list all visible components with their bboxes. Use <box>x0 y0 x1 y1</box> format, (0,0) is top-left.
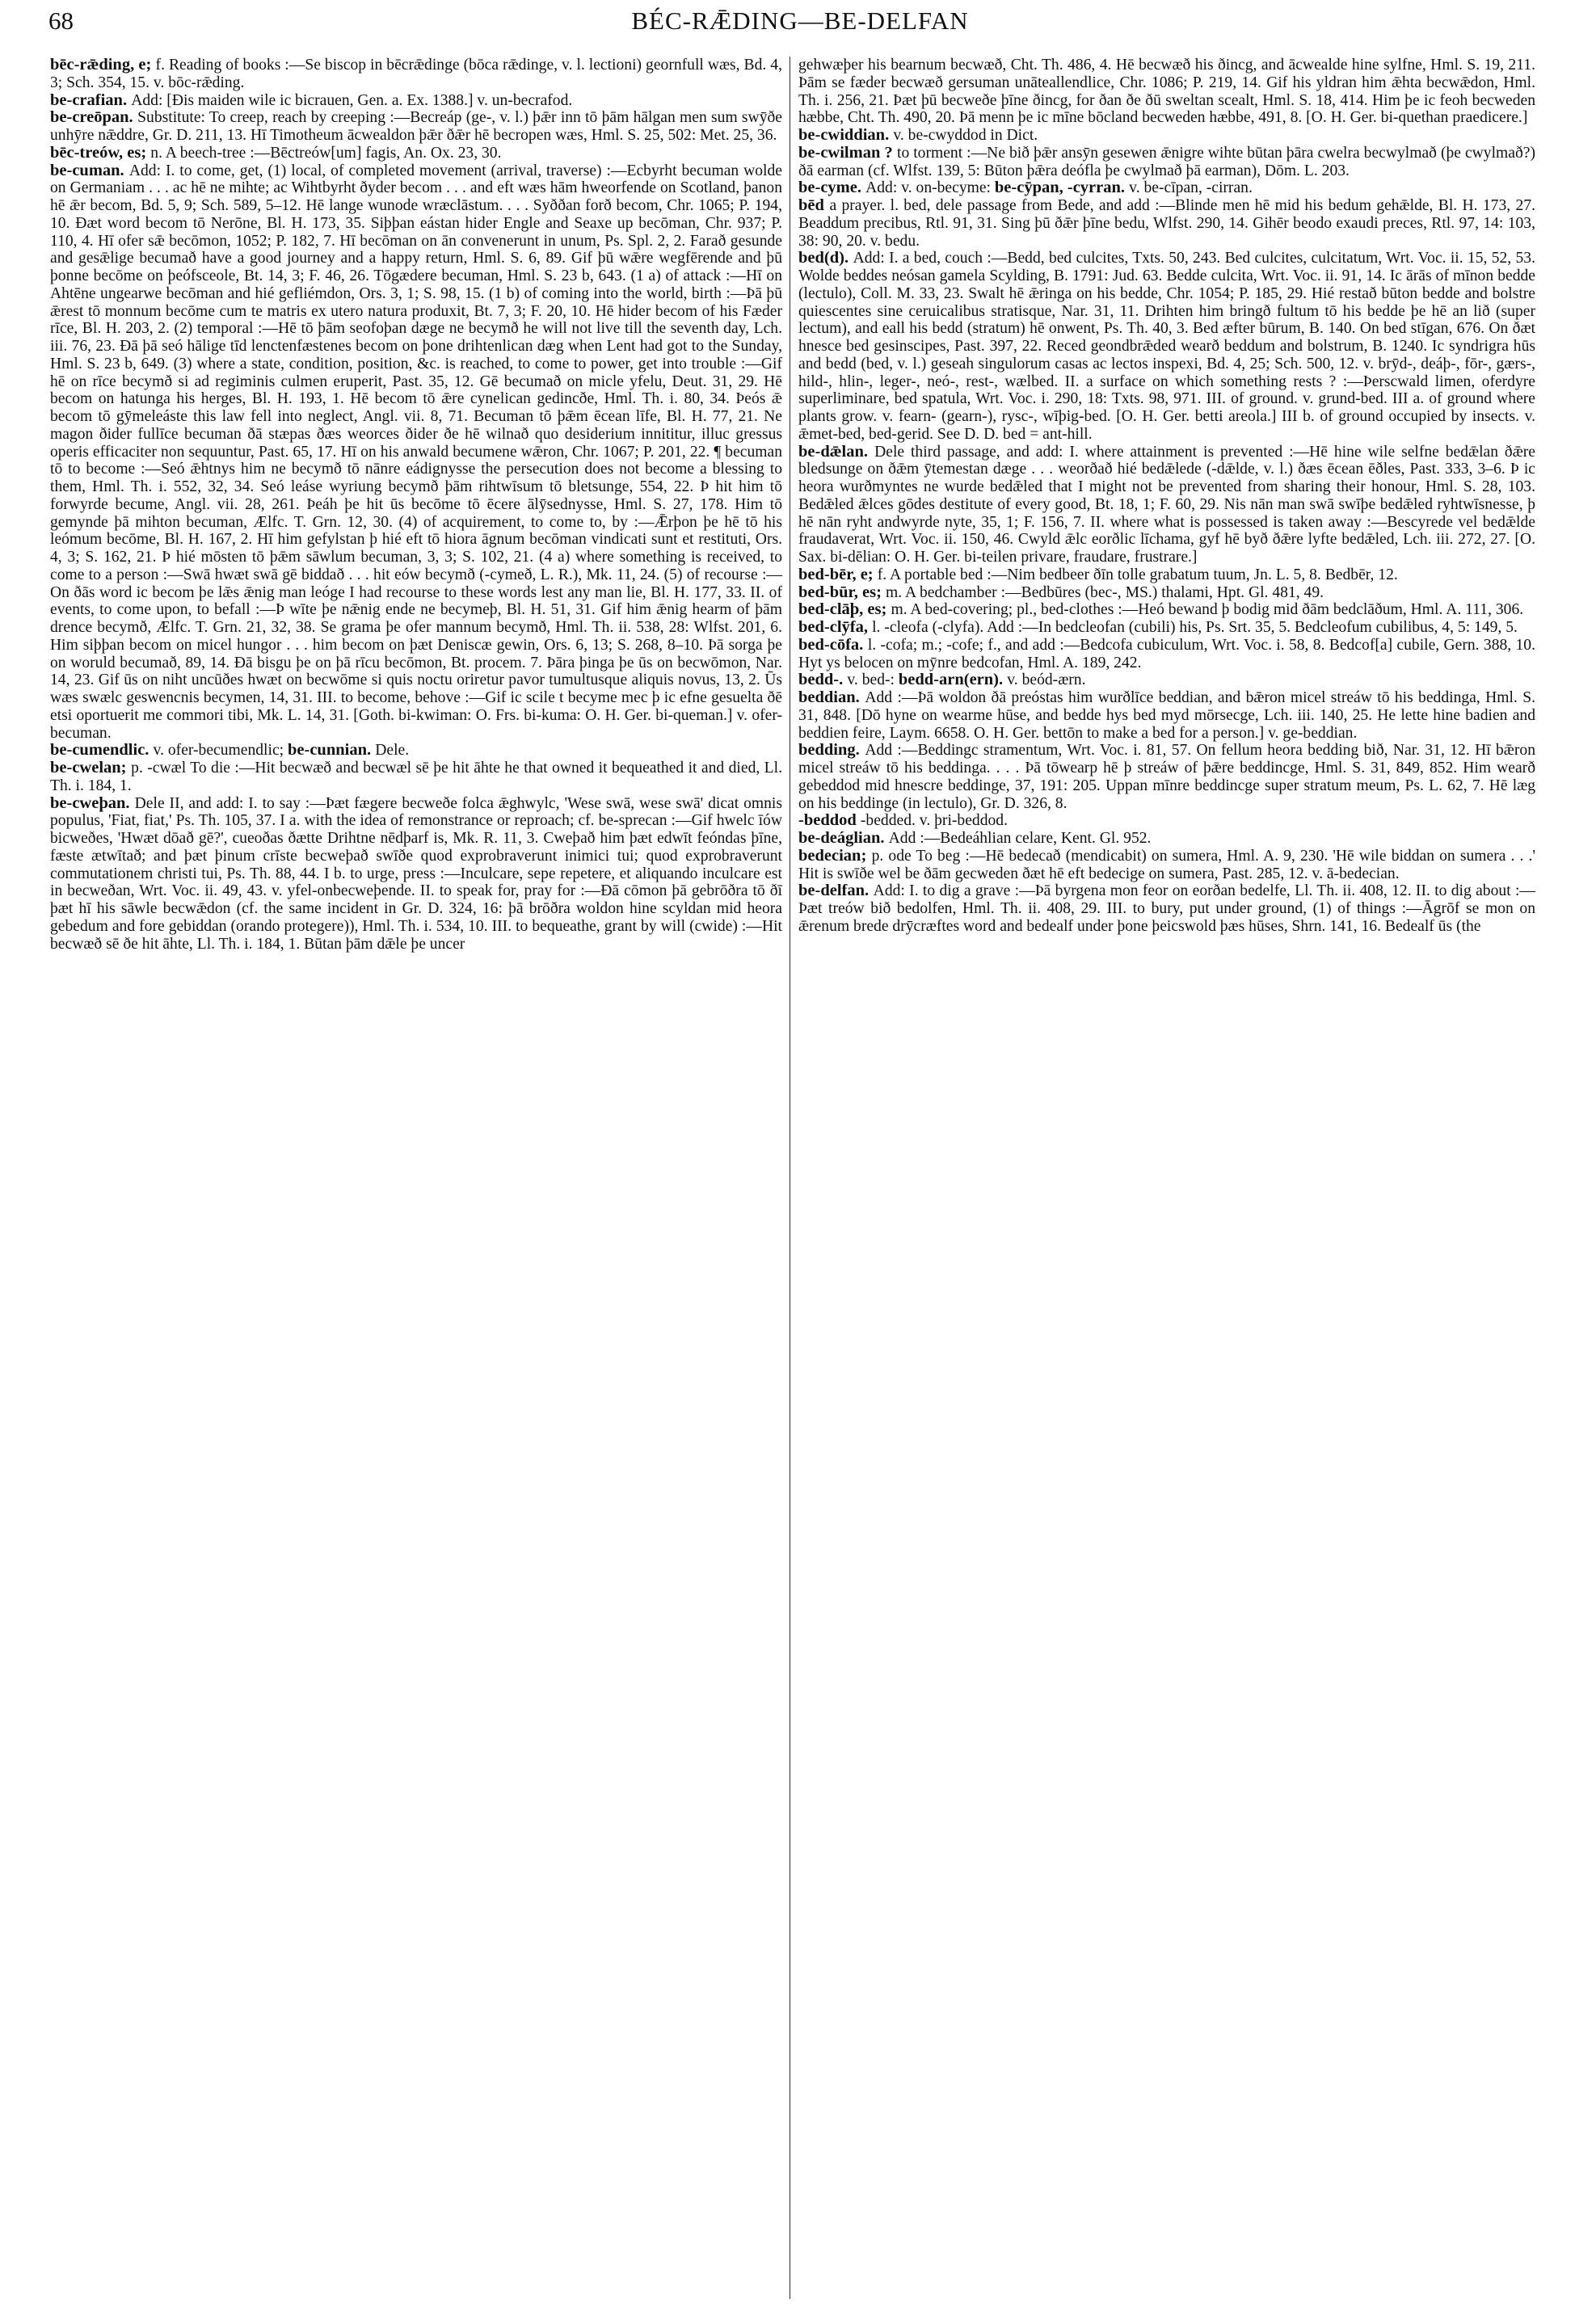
entry-text: Add: I. to dig a grave :—Þā byrgena mon feor on eorðan bedelfe, Ll. Th. ii. 408, 12. II. to dig about :—Þæt treów bið bedolfen, Hml. Th. ii. 408, 29. III. to bury, put under ground, (1) of things :—Āgrōf se mon on ǣrenum brede drȳcræftes word and bedealf under þone þeicswold þæs hūses, Shrn. 141, 16. Bedealf ūs (the <box>798 882 1535 935</box>
entry-text: Add: [Ðis maiden wile ic bicrauen, Gen. a. Ex. 1388.] v. un-becrafod. <box>131 91 573 109</box>
entry-text: p. -cwæl To die :—Hit becwæð and becwæl sē þe hit āhte he that owned it bequeathed it and died, Ll. Th. i. 184, 1. <box>50 760 782 794</box>
entry-text: n. A beech-tree :—Bēctreów[um] fagis, An. Ox. 23, 30. <box>150 144 502 162</box>
entry-text: f. Reading of books :—Se biscop in bēcrǣdinge (bōca rǣdinge, v. l. lectioni) geornfull wæs, Bd. 4, 3; Sch. 354, 15. v. bōc-rǣding. <box>50 57 782 91</box>
headword: bedd-arn(ern). <box>898 671 1008 689</box>
entry-text: v. be-cwyddod in Dict. <box>893 127 1038 144</box>
headword: be-crafian. <box>50 91 132 109</box>
entry-text: v. bed-: <box>847 671 899 689</box>
headword: bed-clāþ, es; <box>798 600 891 619</box>
dictionary-entry <box>50 795 782 953</box>
entry-text: Dele third passage, and add: I. where attainment is prevented :—Hē hine wile selfne bedǣlan ðǣre bledsunge on ðǣm ȳtemestan dæge . . . weorðað hié bedǣlede (-dǣlde, v. l.) ðæs ēcean ēðles, Past. 333, 3–6. Þ ic heora wurðmyntes ne wurde bedǣled that I might not be prevented from sharing their honour, Hml. S. 28, 103. Bedǣled ǣlces gōdes destitute of every good, Bt. 18, 1; F. 60, 29. Nis nān man swā swīþe bedǣled ryhtwīsnesse, þ hē nān ryht andwyrde nyte, 35, 1; F. 156, 7. II. where what is possessed is taken away :—Bescyrede vel bedǣlde fraudaverat, Wrt. Voc. ii. 150, 46. Cwyld ǣlc eorðlic līchama, gyf hē byð ðǣre lyfte bedǣled, Lch. iii. 272, 27. [O. Sax. bi-dēlian: O. H. Ger. bi-teilen privare, fraudare, frustrare.] <box>798 443 1535 566</box>
headword: bedecian; <box>798 846 872 865</box>
dictionary-entry <box>798 689 1535 742</box>
dictionary-entry <box>798 848 1535 883</box>
dictionary-entry <box>798 830 1535 848</box>
headword: be-delfan. <box>798 882 874 900</box>
dictionary-entry <box>798 179 1535 197</box>
dictionary-entry <box>50 92 782 110</box>
entry-text: v. be-cīpan, -cirran. <box>1129 179 1253 197</box>
dictionary-entry <box>50 742 782 760</box>
entry-text: p. ode To beg :—Hē bedecað (mendicabit) on sumera, Hml. A. 9, 230. 'Hē wile biddan on sumera . . .' Hit is swīðe wel be ðām gecweden ðæt hē eft bedecige on sumera, Past. 285, 12. v. ā-bedecian. <box>798 847 1535 882</box>
entry-text: v. beód-ærn. <box>1007 671 1086 689</box>
headword: be-creōpan. <box>50 108 138 127</box>
dictionary-entry <box>798 742 1535 812</box>
entry-text: m. A bedchamber :—Bedbūres (bec-, MS.) thalami, Hpt. Gl. 481, 49. <box>886 583 1324 601</box>
entry-text: Add :—Þā woldon ðā preóstas him wurðlīce beddian, and bǣron micel streáw tō his beddinga, Hml. S. 31, 848. [Dō hyne on wearme hūse, and bedde hys bed myd mōrsecge, Lch. iii. 140, 25. He lette hine badien and beddien feire, Laym. 6658. O. H. Ger. bettōn to make a bed for a person.] v. ge-beddian. <box>798 689 1535 742</box>
dictionary-entry <box>798 444 1535 566</box>
entry-text: Add :—Beddingc stramentum, Wrt. Voc. i. 81, 57. On fellum heora bedding bið, Nar. 31, 12. Hī bǣron micel streáw tō his beddinga. . . . Þā tōwearp hē þ streáw of þǣre beddincge, Hml. S. 31, 849, 852. Him wearð gebeddod mid hnescre beddinge, 37, 191: 205. Uppan mīnre beddincge super stratum meum, Ps. L. 62, 7. Hē læg on his beddinge (in lectulo), Gr. D. 326, 8. <box>798 742 1535 812</box>
dictionary-entry <box>798 566 1535 584</box>
headword: bēd <box>798 196 830 214</box>
headword: be-cweþan. <box>50 793 135 812</box>
entry-text: to torment :—Ne bið þǣr ansȳn gesewen ǣnigre wihte būtan þāra cwelra becwylmað (þe cwylmað?) ðā earman (cf. Wlfst. 139, 5: Būton þǣra deófla þe cwylmað þā earman), Dōm. L. 203. <box>798 144 1535 179</box>
entry-text: gehwæþer his bearnum becwæð, Cht. Th. 486, 4. Hē becwæð his ðincg, and ācwealde hine sylfne, Hml. S. 19, 211. Þām se fæder becwæð gersuman unāteallendlice, Chr. 1086; P. 219, 14. Gif his yldran him ǣhta becwǣdon, Hml. Th. i. 256, 21. Þæt þū becweðe þīne ðincg, for ðan ðe ðū sweltan scealt, Hml. S. 18, 414. Him þe ic feoh becweden hæbbe, Cht. Th. 490, 20. Þā menn þe ic mīne bōcland becweden hæbbe, 491, 8. [O. H. Ger. bi-quethan praedicere.] <box>798 57 1535 127</box>
dictionary-entry <box>798 882 1535 935</box>
headword: bedd-. <box>798 671 848 689</box>
dictionary-entry <box>798 250 1535 443</box>
dictionary-entry <box>50 162 782 743</box>
dictionary-entry <box>798 127 1535 145</box>
headword: bed-clȳfa, <box>798 618 873 636</box>
headword: be-cȳpan, -cyrran. <box>994 179 1130 197</box>
dictionary-entry <box>798 619 1535 637</box>
dictionary-entry <box>798 671 1535 689</box>
headword: be-cuman. <box>50 161 129 179</box>
dictionary-entry <box>50 760 782 795</box>
headword: bed-cōfa. <box>798 635 868 654</box>
headword: bēc-treów, es; <box>50 143 151 162</box>
dictionary-entry <box>50 145 782 162</box>
right-column <box>798 57 1535 936</box>
headword: be-cwelan; <box>50 759 132 777</box>
dictionary-entry <box>798 601 1535 619</box>
headword: bed(d). <box>798 249 853 267</box>
headword: be-dǣlan. <box>798 442 875 461</box>
page-number: 68 <box>48 6 74 35</box>
entry-text: Add: v. on-becyme: <box>865 179 995 197</box>
headword: beddian. <box>798 688 865 706</box>
left-column <box>50 57 782 953</box>
entry-text: Substitute: To creep, reach by creeping :—Becreáp (ge-, v. l.) þǣr inn tō þām hālgan men sum swȳðe unhȳre nǣddre, Gr. D. 211, 13. Hī Timotheum ācwealdon þǣr ðǣr hē becropen wæs, Hml. S. 25, 502: Met. 25, 36. <box>50 109 782 144</box>
headword: be-deáglian. <box>798 829 889 847</box>
page-header <box>48 6 1552 42</box>
dictionary-entry <box>798 584 1535 602</box>
headword: bedding. <box>798 741 865 760</box>
headword: be-cyme. <box>798 179 866 197</box>
dictionary-entry <box>798 637 1535 672</box>
entry-text: l. -cleofa (-clyfa). Add :—In bedcleofan (cubili) his, Ps. Srt. 35, 5. Bedcleofum cubilibus, 4, 5: 149, 5. <box>872 619 1518 636</box>
headword: bed-bēr, e; <box>798 565 878 583</box>
entry-text: -bedded. v. þri-beddod. <box>860 812 1008 830</box>
dictionary-entry <box>798 145 1535 180</box>
entry-text: Add: I. to come, get, (1) local, of completed movement (arrival, traverse) :—Ecbyrht becuman wolde on Germaniam . . . ac hē ne mihte; ac Wihtbyrht ðyder becom . . . and eft wæs hām hweorfende on Scotland, þanon hē ǣr becom, Bd. 5, 9; Sch. 589, 5–12. Hē lange wunode wræclāstum. . . . Syððan forð becom, Chr. 1065; P. 194, 10. Ðæt word becom tō Nerōne, Bl. H. 173, 35. Siþþan eástan hider Engle and Seaxe up becōman, Chr. 937; P. 110, 4. Hī ofer sǣ becōmon, 1052; P. 182, 7. Hī becōman on ān convenerunt in unum, Ps. Spl. 2, 2. Farað gesunde and gesǣlige becumað have a good journey and a happy return, Hml. S. 6, 89. Gif þū wǣre wegfērende and þū þonne becōme on þeófsceole, Bt. 14, 3; F. 46, 26. Tōgædere becuman, Hml. S. 23 b, 643. (1 a) of attack :—Hī on Ahtēne ungearwe becōman and hié gefliémdon, Ors. 3, 1; S. 98, 15. (1 b) of coming into the world, birth :—Þā þū ǣrest tō monnum becōme cum te matris ex utero natura produxit, Bt. 7, 3; F. 20, 10. Hē hider becom of his Fæder rīce, Bl. H. 203, 2. (2) temporal :—Hē tō þām seofoþan dæge ne becymð he will not live till the seventh day, Lch. iii. 76, 23. Ðā þā seó hālige tīd lenctenfæstenes becom on þone drihtenlican dæg when Lent had got to the Sunday, Hml. S. 23 b, 649. (3) where a state, condition, position, &c. is reached, to come to power, get into trouble :—Gif hē on rīce becymð si ad regiminis culmen eruperit, Past. 35, 12. Gē becumað on micle yfelu, Deut. 31, 29. Hē becom on hatunga his herges, Bl. H. 193, 1. Hē becom tō ǣre cynelican gedincðe, Hml. Th. i. 80, 34. Þeós ǣ becom tō gȳmeleáste this law fell into neglect, Angl. vii. 8, 71. Becuman tō þǣm ēcean līfe, Bl. H. 77, 21. Ne magon ðider fullīce becuman ðā stæpas ðæs weorces ðider ðe hē wilnað quo desiderium innititur, illuc gressus operis efficaciter non sequuntur, Past. 65, 17. Hī on his anwald becumene wǣron, Chr. 1067; P. 201, 22. ¶ becuman tō to become :—Seó ǣhtnys him ne becymð tō nānre eádignysse the persecution does not become a blessing to them, Hml. Th. i. 552, 32, 34. Seó leáse wyriung becymð þām rihtwīsum tō bletsunge, 554, 22. Þ hit him tō forwyrde becume, Angl. vii. 28, 261. Þeáh þe hit ūs becōme tō ēcere ālȳsednysse, Hml. S. 27, 178. Him tō gemynde þā mihton becuman, Ælfc. T. Grn. 12, 30. (4) of acquirement, to come to, by :—Ǣrþon þe hē tō his leómum becōme, Bl. H. 167, 2. Hī him gefylstan þ hié eft tō hiora āgnum becōman vindicati sunt et restituti, Ors. 4, 3; S. 162, 21. Þ hié mōsten tō þǣm sāwlum becuman, 3, 3; S. 102, 21. (4 a) where something is received, to come to a person :—Swā hwæt swā gē biddað . . . hit eów becymð (-cymeð, L. R.), Mk. 11, 24. (5) of recourse :—On ðās word ic becom þe lǣs ǣnig man leóge I had recourse to these words lest any man lie, Bl. H. 177, 33. II. of events, to come upon, to befall :—Þ wīte þe nǣnig ende ne becymeþ, Bl. H. 51, 31. Gif him ǣnig hearm of þām drence becymð, Ælfc. T. Grn. 21, 32, 38. Se grama þe ofer mannum becymð, Hml. Th. ii. 538, 28: Wlfst. 201, 6. Him siþþan becom on micel hungor . . . him becom on þæt Deniscæ gewin, Ors. 6, 13; S. 268, 8–10. Þā sorga þe on woruld becumað, 89, 14. Ðā bisgu þe on þā rīcu becōmon, Bt. procem. 7. Þāra þinga þe ūs on becwōmon, Nar. 14, 23. Gif ūs on niht uncūðes hwæt on becwōme si quis noctu oriretur pavor tumultusque aliquis novus, 13, 2. Ūs wæs swælc geswencnis becymen, 14, 31. III. to become, behove :—Gif ic scile t becyme mec þ ic efne gesuelta ðē etsi oportuerit me commori tibi, Mk. L. 14, 31. [Goth. bi-kwiman: O. Frs. bi-kuma: O. H. Ger. bi-queman.] v. ofer-becuman. <box>50 162 782 742</box>
entry-text: l. -cofa; m.; -cofe; f., and add :—Bedcofa cubiculum, Wrt. Voc. i. 58, 8. Bedcof[a] cubile, Gern. 388, 10. Hyt ys belocen on mȳnre bedcofan, Hml. A. 189, 242. <box>798 636 1535 671</box>
entry-text: m. A bed-covering; pl., bed-clothes :—Heó bewand þ bodig mid ðām bedclāðum, Hml. A. 111, 306. <box>891 601 1524 619</box>
headword: bed-būr, es; <box>798 583 886 601</box>
entry-text: Dele II, and add: I. to say :—Þæt fægere becweðe folca ǣghwylc, 'Wese swā, wese swā' dicat omnis populus, 'Fiat, fiat,' Ps. Th. 105, 37. I a. with the idea of remonstrance or reproach; cf. be-sprecan :—Gif hwelc īów bicweðes, 'Hwæt dōað gē?', cueoðas ðætte Drihtne nēdþarf is, Mk. R. 11, 3. Cweþað him þæt edwīt feóndas þīne, fæste ætwītað; and þæt þinum crīste becweþað swīðe quod exprobraverunt inimici tui; quod exprobraverunt commutationem christi tui, Ps. Th. 88, 44. I b. to urge, press :—Inculcare, sepe repetere, et aliquando inculcare est in becweðan, Wrt. Voc. ii. 49, 43. v. yfel-onbecweþende. II. to speak for, pray for :—Ðā cōmon þā gebrōðra tō ðī þæt hī his sāwle becwǣdon (cf. the same incident in Gr. D. 324, 16: þā brōðra woldon hine scyldan mid heora gebedum and fore gebiddan (orando protegere)), Hml. Th. i. 534, 10. III. to bequeathe, grant by will (cwide) :—Hit becwæð sē ðe hit āhte, Ll. Th. i. 184, 1. Būtan þām dǣle þe uncer <box>50 794 782 953</box>
headword: bēc-rǣding, e; <box>50 56 156 74</box>
entry-text: Add: I. a bed, couch :—Bedd, bed culcites, Txts. 50, 243. Bed culcites, culcitatum, Wrt. Voc. ii. 15, 52, 53. Wolde beddes neósan gamela Scylding, B. 1791: Jud. 63. Bedde culcita, Wrt. Voc. ii. 91, 14. Ic ārās of mīnon bedde (lectulo), Coll. M. 33, 23. Swalt hē ǣringa on his bedde, Chr. 1054; P. 185, 29. Hié restað būton bedde and bolstre quiescentes sine ceruicalibus stratisque, Nar. 31, 11. Drihten him bringð fultum tō his bedde þe hē an lið (super lectum), and eall his bedd (stratum) hē onwent, Ps. Th. 40, 3. Bed æfter būrum, B. 140. On bed stīgan, 676. On ðæt hnesce bed gesinscipes, Past. 397, 22. Reced geondbrǣded wearð beddum and bolstrum, B. 1240. Ic syndrigra hūs and bedd (bed, v. l.) geseah singulorum casas ac lectos inspexi, Bd. 4, 25; Sch. 500, 12. v. brȳd-, deáþ-, fōr-, gærs-, hild-, hlin-, leger-, neó-, rest-, wælbed. II. a surface on which something rests ? :—Þerscwald limen, oferdyre superliminare, bed spatula, Wrt. Voc. i. 290, 18: Txts. 98, 971. III. of ground. v. grund-bed. III a. of ground where plants grow. v. fearn- (gearn-), rysc-, wīþig-bed. [O. H. Ger. betti areola.] III b. of ground occupied by insects. v. ǣmet-bed, bed-gerid. See D. D. bed = ant-hill. <box>798 250 1535 443</box>
headword: -beddod <box>798 811 861 830</box>
running-title: BÉC-RǢDING—BE-DELFAN <box>631 6 969 35</box>
entry-text: f. A portable bed :—Nim bedbeer ðīn tolle grabatum tuum, Jn. L. 5, 8. Bedbēr, 12. <box>877 566 1398 583</box>
entry-text: a prayer. l. bed, dele passage from Bede, and add :—Blinde men hē mid his bedum gehǣlde, Bl. H. 173, 27. Beaddum precibus, Rtl. 91, 31. Sing þū ðǣr þīne bedu, Wlfst. 290, 14. Gihēr beodo exaudi preces, Rtl. 97, 14: 103, 38: 90, 20. v. bedu. <box>798 197 1535 250</box>
dictionary-entry <box>50 57 782 92</box>
dictionary-entry <box>798 197 1535 250</box>
headword: be-cwiddian. <box>798 126 894 144</box>
entry-text: Dele. <box>375 742 410 760</box>
headword: be-cunnian. <box>288 741 376 760</box>
entry-text: v. ofer-becumendlic; <box>153 742 288 760</box>
entry-text: Add :—Bedeáhlian celare, Kent. Gl. 952. <box>888 830 1152 847</box>
dictionary-entry <box>50 109 782 145</box>
headword: be-cwilman ? <box>798 143 897 162</box>
dictionary-entry <box>798 57 1535 127</box>
headword: be-cumendlic. <box>50 741 154 760</box>
dictionary-entry <box>798 812 1535 830</box>
